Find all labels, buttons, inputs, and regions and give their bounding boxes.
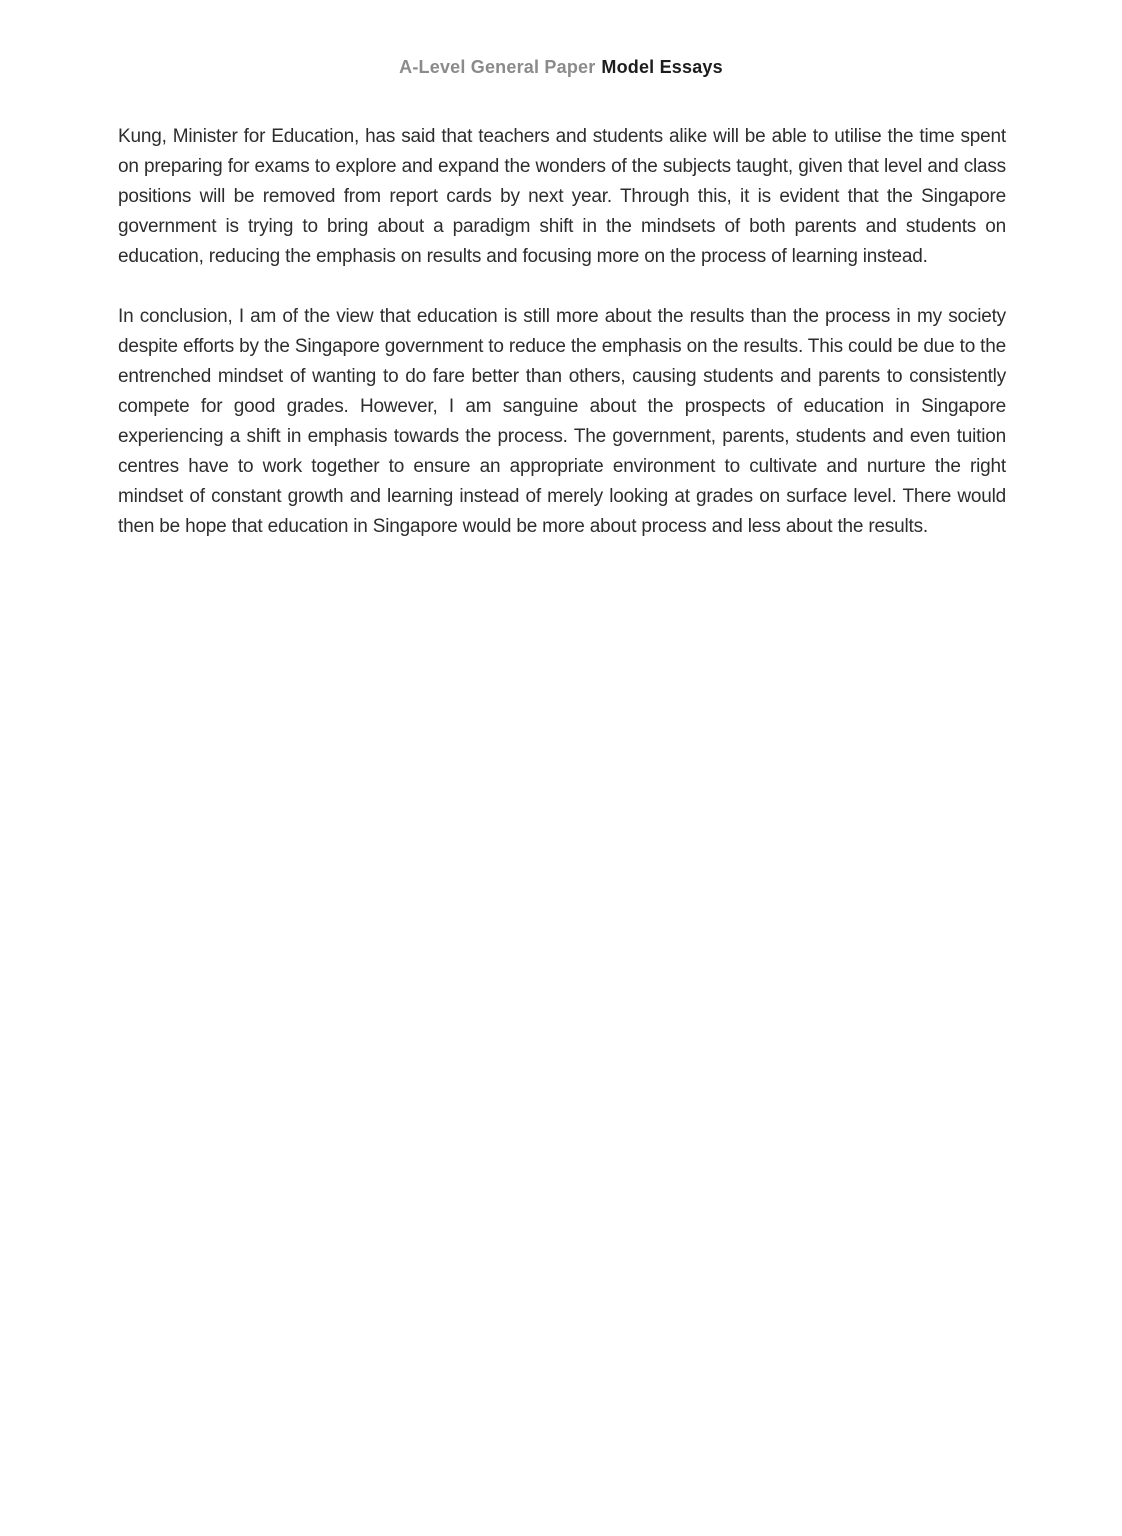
- page-header: [0, 57, 1122, 78]
- header-book-title: Model Essays: [601, 57, 723, 77]
- essay-paragraph-1: Kung, Minister for Education, has said that teachers and students alike will be able to utilise the time spent on preparing for exams to explore and expand the wonders of the subjects taught, given that level and class positions will be removed from report cards by next year. Through this, it is evident that the Singapore government is trying to bring about a paradigm shift in the mindsets of both parents and students on education, reducing the emphasis on results and focusing more on the process of learning instead.: [118, 126, 1006, 267]
- header-series-title: A-Level General Paper: [399, 57, 596, 77]
- essay-body: [118, 122, 1006, 572]
- essay-paragraph-2: In conclusion, I am of the view that education is still more about the results than the process in my society despite efforts by the Singapore government to reduce the emphasis on the results. This could be due to the entrenched mindset of wanting to do fare better than others, causing students and parents to consistently compete for good grades. However, I am sanguine about the prospects of education in Singapore experiencing a shift in emphasis towards the process. The government, parents, students and even tuition centres have to work together to ensure an appropriate environment to cultivate and nurture the right mindset of constant growth and learning instead of merely looking at grades on surface level. There would then be hope that education in Singapore would be more about process and less about the results.: [118, 306, 1006, 537]
